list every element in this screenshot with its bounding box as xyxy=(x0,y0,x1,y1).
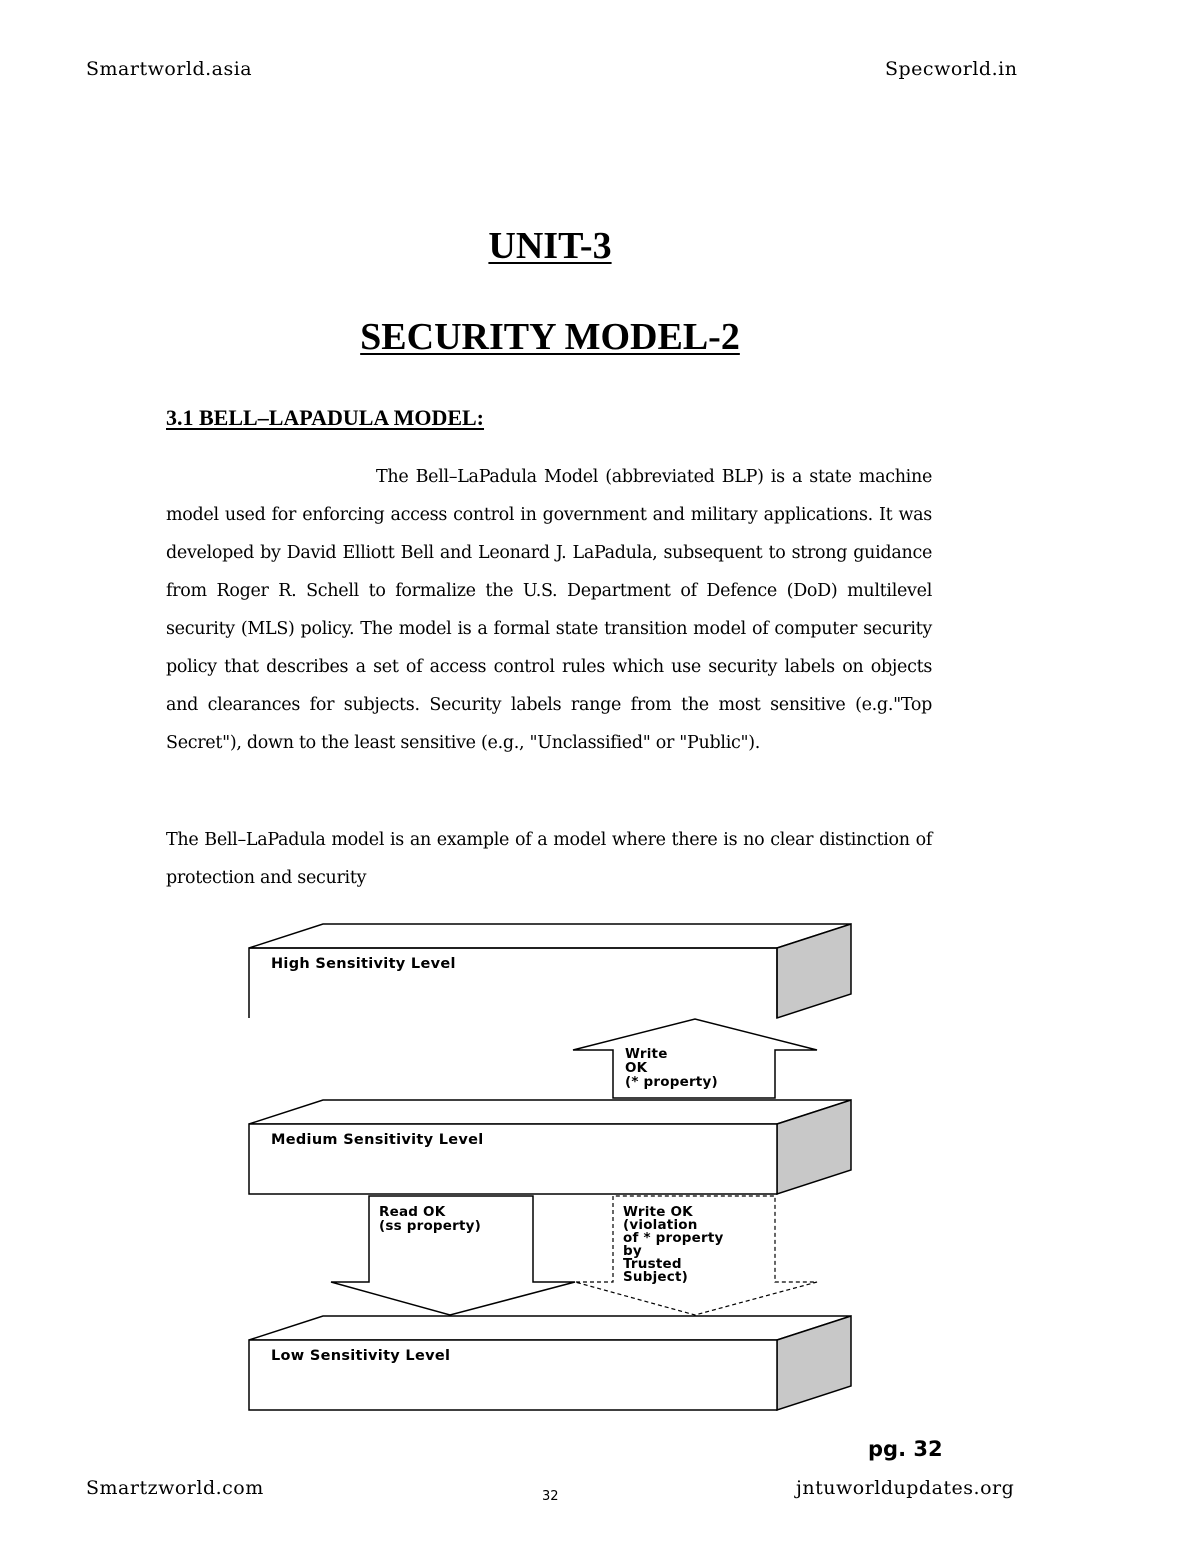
read-down-label-1: Read OK xyxy=(379,1204,446,1220)
write-up-label-1: Write xyxy=(625,1046,668,1062)
write-up-label-3: (* property) xyxy=(625,1074,718,1090)
write-up-arrow xyxy=(573,1019,817,1098)
blp-diagram xyxy=(245,920,865,1420)
footer-left-site: Smartzworld.com xyxy=(86,1477,264,1499)
header-right-site: Specworld.in xyxy=(885,58,1018,80)
write-down-label-4: by xyxy=(623,1243,642,1259)
section-heading: 3.1 BELL–LAPADULA MODEL: xyxy=(166,405,485,430)
write-down-label-1: Write OK xyxy=(623,1204,693,1220)
high-level-box xyxy=(249,924,851,1018)
low-level-box xyxy=(249,1316,851,1410)
write-down-arrow xyxy=(575,1196,817,1315)
paragraph-blp-intro: The Bell–LaPadula Model (abbreviated BLP) is a state machine model used for enforcing access control in government and military applications. It was developed by David Elliott Bell and Leonard J. LaPadula, subsequent to strong guidance from Roger R. Schell to formalize the U.S. Department of Defence (DoD) multilevel security (MLS) policy. The model is a formal state transition model of computer security policy that describes a set of access control rules which use security labels on objects and clearances for subjects. Security labels range from the most sensitive (e.g."Top Secret"), down to the least sensitive (e.g., "Unclassified" or "Public"). xyxy=(166,467,932,753)
medium-level-box xyxy=(249,1100,851,1194)
page-label: pg. 32 xyxy=(868,1437,943,1461)
write-up-label-2: OK xyxy=(625,1060,648,1076)
read-down-arrow xyxy=(331,1196,575,1315)
page-title: SECURITY MODEL-2 xyxy=(360,316,740,358)
read-down-label-2: (ss property) xyxy=(379,1218,482,1234)
write-down-label-2: (violation xyxy=(623,1217,698,1233)
medium-level-label: Medium Sensitivity Level xyxy=(271,1132,484,1148)
write-down-label-5: Trusted xyxy=(623,1256,682,1272)
paragraph-blp-example: The Bell–LaPadula model is an example of a model where there is no clear distinction of protection and security xyxy=(166,830,932,888)
high-level-label: High Sensitivity Level xyxy=(271,956,456,972)
page-number: 32 xyxy=(542,1489,559,1504)
header-left-site: Smartworld.asia xyxy=(86,58,253,80)
low-level-label: Low Sensitivity Level xyxy=(271,1348,451,1364)
write-down-label-3: of * property xyxy=(623,1230,724,1246)
write-down-label-6: Subject) xyxy=(623,1269,689,1285)
unit-title: UNIT-3 xyxy=(488,225,612,267)
footer-right-site: jntuworldupdates.org xyxy=(796,1477,1015,1499)
